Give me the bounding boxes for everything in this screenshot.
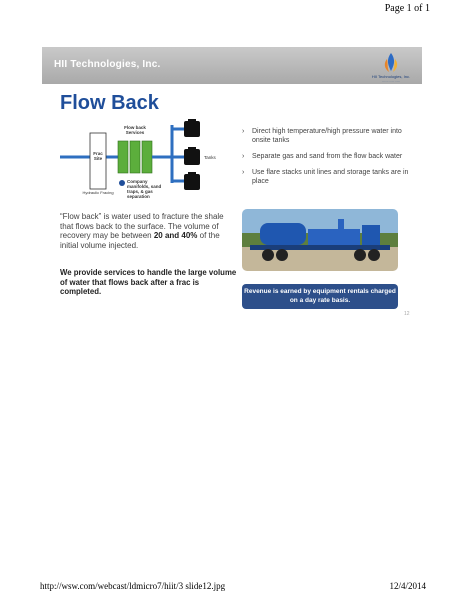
bullet-list bbox=[242, 127, 414, 193]
services-statement: We provide services to handle the large volume of water that flows back after a frac is completed. bbox=[60, 268, 237, 296]
flow-back-diagram bbox=[54, 119, 244, 211]
trailer-photo-graphic bbox=[242, 209, 398, 271]
bullet-text: Direct high temperature/high pressure water into onsite tanks bbox=[252, 128, 402, 144]
banner-title: HII Technologies, Inc. bbox=[54, 59, 161, 70]
bullet-arrow-icon: › bbox=[242, 128, 245, 135]
logo-tagline: ........ ...... ...... bbox=[381, 79, 401, 83]
logo-name: HII Technologies, Inc. bbox=[371, 74, 411, 79]
slide-title: Flow Back bbox=[60, 92, 159, 114]
equipment-trailer-photo bbox=[242, 209, 398, 271]
frac-site-label: Frac Site bbox=[93, 151, 103, 161]
slide bbox=[42, 47, 422, 325]
bullet-text: Separate gas and sand from the flow back water bbox=[252, 153, 403, 160]
tank-icon bbox=[184, 147, 200, 165]
print-footer-date: 12/4/2014 bbox=[389, 581, 426, 591]
revenue-callout-text: Revenue is earned by equipment rentals charged on a day rate basis. bbox=[244, 288, 396, 304]
tanks-label: Tanks bbox=[204, 155, 216, 160]
bullet-arrow-icon: › bbox=[242, 153, 245, 160]
description-part-2: of the initial volume injected. bbox=[60, 231, 220, 250]
bullet-item bbox=[242, 127, 414, 145]
revenue-callout bbox=[242, 284, 398, 309]
tank-icon bbox=[184, 172, 200, 190]
description-part-1: “Flow back” is water used to fracture the shale that flows back to the surface. The volume of recovery may be between bbox=[60, 212, 224, 240]
hydraulic-fracing-label: Hydraulic Fracing bbox=[82, 190, 114, 195]
bullet-item bbox=[242, 152, 414, 161]
print-page-header: Page 1 of 1 bbox=[384, 3, 430, 14]
flow-back-description bbox=[60, 212, 238, 250]
recovery-percentage: 20 and 40% bbox=[153, 231, 198, 240]
company-equipment-label: Company manifolds, sand traps, & gas separation bbox=[127, 179, 162, 199]
bullet-arrow-icon: › bbox=[242, 169, 245, 176]
bullet-item bbox=[242, 168, 414, 186]
flow-back-services-label: Flow back Services bbox=[124, 125, 146, 135]
slide-number: 12 bbox=[404, 311, 410, 317]
print-footer-url: http://wsw.com/webcast/ldmicro7/hiit/3 slide12.jpg bbox=[40, 581, 226, 591]
tank-icon bbox=[184, 119, 200, 137]
bullet-text: Use flare stacks unit lines and storage tanks are in place bbox=[252, 169, 409, 185]
